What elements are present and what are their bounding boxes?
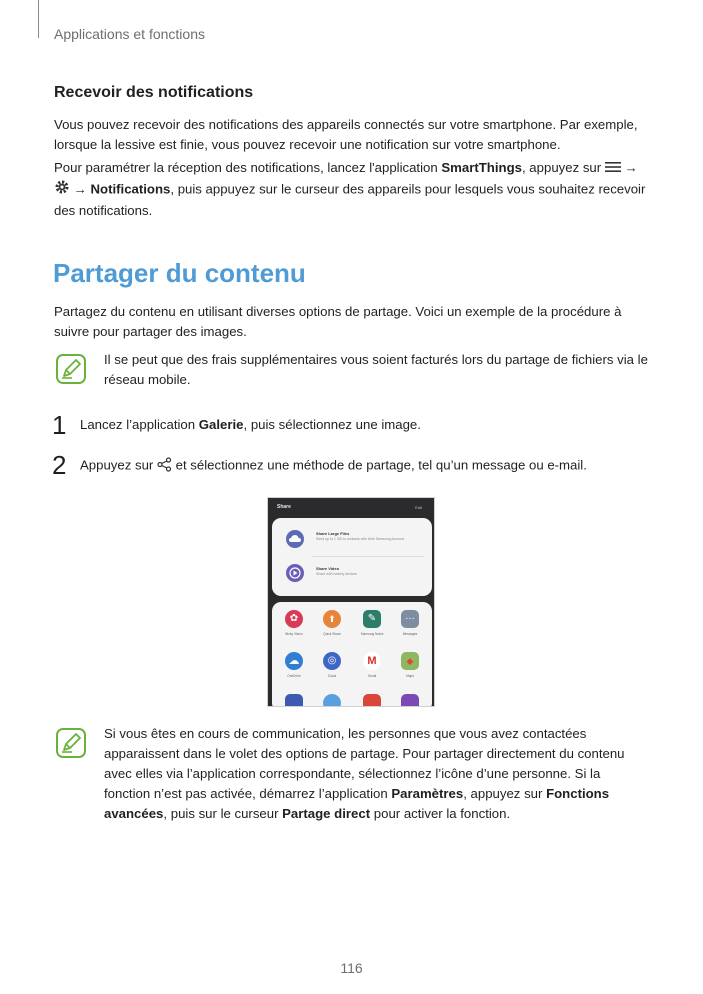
app-icon-6: ◎ xyxy=(323,652,341,670)
app-label-2: Quick Share xyxy=(323,632,341,636)
share-panel-title: Share xyxy=(277,504,291,510)
header-rule xyxy=(38,0,39,38)
step-1-text: Lancez l’application Galerie, puis sélectionnez une image. xyxy=(80,417,421,432)
smartthings-app-name: SmartThings xyxy=(441,160,522,175)
advanced-features-name: Fonctions avancées xyxy=(104,786,610,821)
app-icon-4: … xyxy=(401,610,419,628)
gallery-app-name: Galerie xyxy=(198,417,244,432)
app-icon-row3-4 xyxy=(401,694,419,707)
share-panel-screenshot xyxy=(267,497,435,707)
share-large-files-title: Share Large Files xyxy=(316,531,350,536)
app-label-7: Gmail xyxy=(367,674,377,678)
settings-app-name: Paramètres xyxy=(391,786,464,801)
note-pencil-icon-2 xyxy=(56,728,86,758)
app-icon-1: ✿ xyxy=(285,610,303,628)
share-video-subtitle: Share with nearby devices xyxy=(316,572,358,576)
step-2-text: Appuyez sur et sélectionnez une méthode de partage, tel qu’un message ou e-mail. xyxy=(80,457,587,475)
app-icon-row3-2 xyxy=(323,694,341,707)
app-label-1: Bixby Vision xyxy=(285,632,303,636)
notifications-menu-name: Notifications xyxy=(90,181,171,196)
menu-icon xyxy=(605,159,621,179)
notifications-paragraph-2: Pour paramétrer la réception des notifications, lancez l'application SmartThings, appuyez sur → → Notifications, puis appuyez sur le curseur des appareils pour lesquels vous souhaitez recevoir des notifications. xyxy=(54,160,646,218)
share-panel-edit: Edit xyxy=(415,505,422,510)
app-icon-row3-3 xyxy=(363,694,381,707)
share-intro-paragraph: Partagez du contenu en utilisant diverses options de partage. Voici un exemple de la procédure à suivre pour partager des images. xyxy=(54,304,622,339)
note-direct-share: Si vous êtes en cours de communication, les personnes que vous avez contactées apparaissent dans le volet des options de partage. Pour partager directement du contenu avec elles via l’application correspondante, sélectionnez l’icône d’une personne. Si la fonction n’est pas activée, démarrez l’application Paramètres, appuyez sur Fonctions avancées, puis sur le curseur Partage direct pour activer la fonction. xyxy=(104,726,625,821)
app-label-5: OneDrive xyxy=(287,674,301,678)
app-icon-7: M xyxy=(363,652,381,670)
app-label-8: Maps xyxy=(406,674,414,678)
app-label-4: Messages xyxy=(402,632,418,636)
share-options-card xyxy=(272,518,432,596)
step-2-number: 2 xyxy=(52,450,67,480)
video-share-icon xyxy=(286,564,304,582)
share-apps-card xyxy=(272,602,432,707)
cloud-upload-icon xyxy=(286,530,304,548)
notifications-heading: Recevoir des notifications xyxy=(54,84,254,101)
app-icon-5: ☁ xyxy=(285,652,303,670)
row-divider xyxy=(312,556,424,557)
app-icon-2: ⬆ xyxy=(323,610,341,628)
gear-icon xyxy=(54,179,70,201)
app-icon-8: ◆ xyxy=(401,652,419,670)
notifications-paragraph-1: Vous pouvez recevoir des notifications des appareils connectés sur votre smartphone. Par exemple, lorsque la lessive est finie, vous pouvez recevoir une notification sur votre smartphone. xyxy=(54,117,638,152)
share-content-heading: Partager du contenu xyxy=(53,258,306,288)
note-data-charges: Il se peut que des frais supplémentaires vous soient facturés lors du partage de fichiers via le réseau mobile. xyxy=(104,352,648,387)
app-label-6: Cloud xyxy=(327,674,337,678)
app-icon-3: ✎ xyxy=(363,610,381,628)
page-header-title: Applications et fonctions xyxy=(54,26,205,42)
share-video-title: Share Video xyxy=(316,566,340,571)
direct-share-name: Partage direct xyxy=(282,806,371,821)
share-icon xyxy=(157,457,172,475)
page-number: 116 xyxy=(340,960,363,976)
note-pencil-icon xyxy=(56,354,86,384)
share-large-files-subtitle: Send up to 1 GB to contacts with their Samsung Account xyxy=(316,537,404,541)
step-1-number: 1 xyxy=(52,410,67,440)
app-icon-row3-1 xyxy=(285,694,303,707)
app-label-3: Samsung Notes xyxy=(360,632,384,636)
